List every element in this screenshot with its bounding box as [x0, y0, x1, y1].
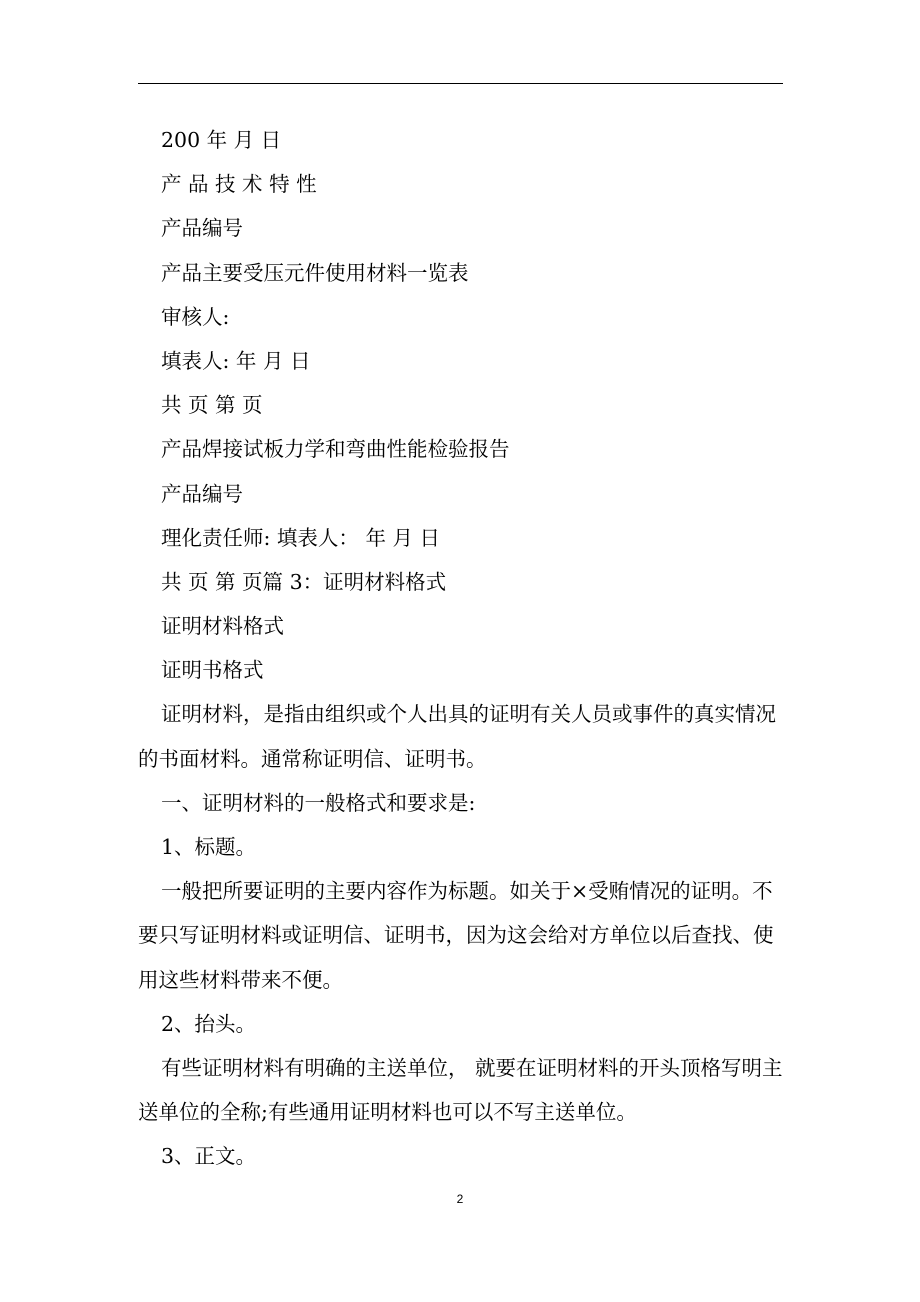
page-number: 2 — [456, 1192, 464, 1206]
header-rule — [138, 83, 783, 84]
filler-date-line: 填表人: 年 月 日 — [161, 348, 311, 373]
item-title-heading: 1、标题。 — [161, 835, 257, 860]
document-body — [138, 118, 788, 1179]
reviewer-label: 审核人: — [161, 304, 230, 329]
weld-report-title: 产品焊接试板力学和弯曲性能检验报告 — [161, 437, 510, 462]
header-explanation-paragraph: 有些证明材料有明确的主送单位， 就要在证明材料的开头顶格写明主送单位的全称;有些通用证明材料也可以不写主送单位。 — [138, 1056, 783, 1125]
product-tech-title: 产 品 技 术 特 性 — [161, 172, 317, 197]
item-body-heading: 3、正文。 — [161, 1144, 257, 1169]
general-format-heading: 一、证明材料的一般格式和要求是: — [161, 790, 476, 815]
definition-paragraph: 证明材料，是指由组织或个人出具的证明有关人员或事件的真实情况的书面材料。通常称证明信、证明书。 — [138, 702, 776, 771]
date-line: 200 年 月 日 — [161, 128, 282, 152]
section-title-format: 证明材料格式 — [161, 614, 284, 639]
item-header-heading: 2、抬头。 — [161, 1011, 257, 1036]
product-number-label: 产品编号 — [161, 216, 243, 241]
page-count-chapter-line: 共 页 第 页篇 3：证明材料格式 — [161, 569, 447, 594]
page-count-line: 共 页 第 页 — [161, 393, 263, 418]
chemist-filler-line: 理化责任师: 填表人： 年 月 日 — [161, 525, 440, 550]
materials-table-title: 产品主要受压元件使用材料一览表 — [161, 260, 469, 285]
title-explanation-paragraph: 一般把所要证明的主要内容作为标题。如关于×受贿情况的证明。不要只写证明材料或证明信、证明书，因为这会给对方单位以后查找、使用这些材料带来不便。 — [138, 879, 774, 992]
product-number-label-2: 产品编号 — [161, 481, 243, 506]
section-title-certificate: 证明书格式 — [161, 658, 264, 683]
